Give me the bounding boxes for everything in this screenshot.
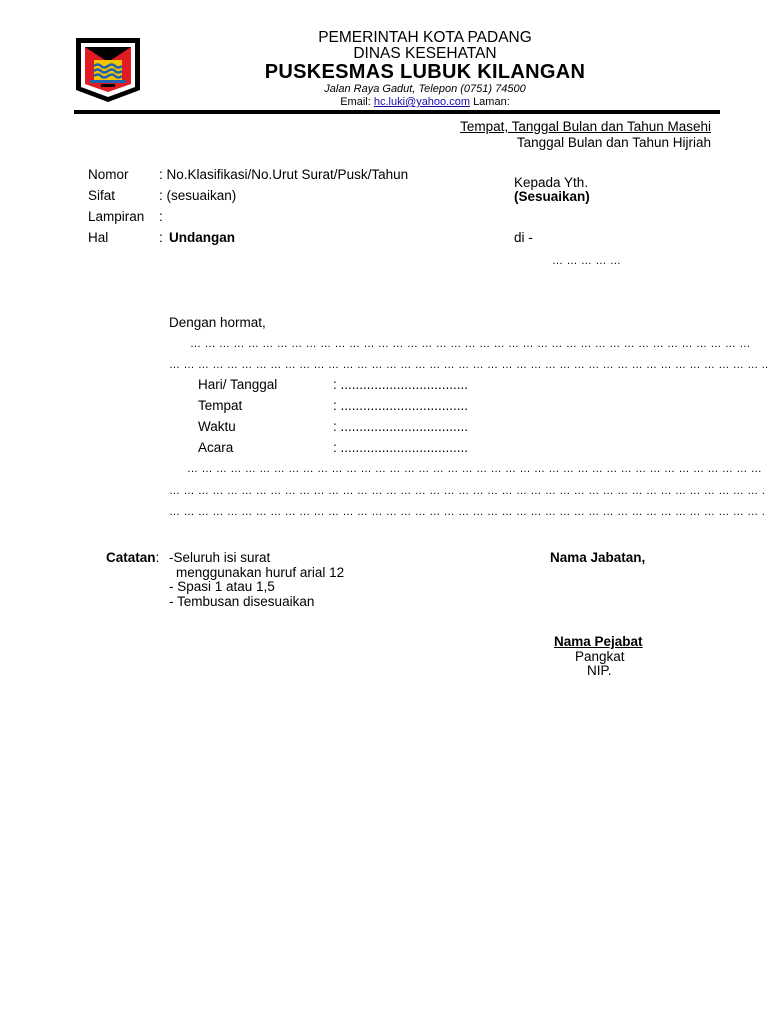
header-contact: [150, 96, 700, 108]
paragraph2-line2: … … … … … … … … … … … … … … … … … … … … … … … … … … … … … … … … … … … … … … … … … .: [169, 485, 765, 497]
detail-label-acara: Acara: [198, 440, 234, 455]
paragraph1-line1: … … … … … … … … … … … … … … … … … … … … … … … … … … … … … … … … … … … … … … …: [190, 338, 751, 350]
note-item1-b: menggunakan huruf arial 12: [176, 565, 345, 580]
meta-label-lampiran: Lampiran: [88, 209, 145, 224]
header-government-name: PEMERINTAH KOTA PADANG: [318, 29, 532, 46]
email-label: Email:: [340, 96, 371, 108]
city-emblem-logo: [74, 36, 142, 104]
paragraph1-line2: … … … … … … … … … … … … … … … … … … … … … … … … … … … … … … … … … … … … … … … … … ..: [169, 359, 768, 371]
detail-label-waktu: Waktu: [198, 419, 236, 434]
meta-label-nomor: Nomor: [88, 167, 129, 182]
note-item1-a: -Seluruh isi surat: [169, 550, 271, 565]
meta-value-nomor: : No.Klasifikasi/No.Urut Surat/Pusk/Tahun: [159, 167, 409, 182]
note-item2: - Spasi 1 atau 1,5: [169, 579, 275, 594]
detail-label-hari: Hari/ Tanggal: [198, 377, 278, 392]
signature-pejabat: Nama Pejabat: [554, 634, 643, 649]
laman-label: Laman:: [473, 96, 510, 108]
detail-value-tempat: : ..................................: [333, 398, 469, 413]
detail-label-tempat: Tempat: [198, 398, 243, 413]
header-divider: [74, 110, 720, 114]
detail-value-hari: : ..................................: [333, 377, 469, 392]
signature-jabatan: Nama Jabatan,: [550, 550, 646, 565]
signature-pangkat: Pangkat: [575, 649, 625, 664]
recipient-name: (Sesuaikan): [514, 189, 590, 204]
recipient-place: … … … … …: [552, 255, 622, 267]
date-hijriah: Tanggal Bulan dan Tahun Hijriah: [516, 135, 711, 150]
meta-value-lampiran: :: [159, 209, 163, 224]
recipient-kepada: Kepada Yth.: [514, 175, 589, 190]
notes-colon: :: [155, 550, 160, 565]
notes-label: Catatan: [106, 550, 156, 565]
date-masehi: Tempat, Tanggal Bulan dan Tahun Masehi: [460, 119, 711, 134]
signature-nip: NIP.: [587, 663, 612, 678]
notes-heading: [106, 550, 159, 565]
note-item3: - Tembusan disesuaikan: [169, 594, 315, 609]
meta-colon-hal: :: [159, 230, 163, 245]
recipient-di: di -: [514, 230, 533, 245]
email-link[interactable]: hc.luki@yahoo.com: [373, 96, 470, 108]
detail-value-acara: : ..................................: [333, 440, 469, 455]
detail-value-waktu: : ..................................: [333, 419, 469, 434]
header-address: Jalan Raya Gadut, Telepon (0751) 74500: [324, 83, 526, 95]
paragraph2-line3: … … … … … … … … … … … … … … … … … … … … … … … … … … … … … … … … … … … … … … … … … .: [169, 506, 765, 518]
header-clinic-name: PUSKESMAS LUBUK KILANGAN: [264, 61, 586, 83]
paragraph2-line1: … … … … … … … … … … … … … … … … … … … … … … … … … … … … … … … … … … … … … … … …: [187, 463, 762, 475]
meta-label-hal: Hal: [88, 230, 109, 245]
meta-value-sifat: : (sesuaikan): [159, 188, 237, 203]
salutation: Dengan hormat,: [169, 315, 266, 330]
header-department-name: DINAS KESEHATAN: [353, 45, 497, 62]
meta-label-sifat: Sifat: [88, 188, 116, 203]
meta-value-hal: Undangan: [169, 230, 235, 245]
